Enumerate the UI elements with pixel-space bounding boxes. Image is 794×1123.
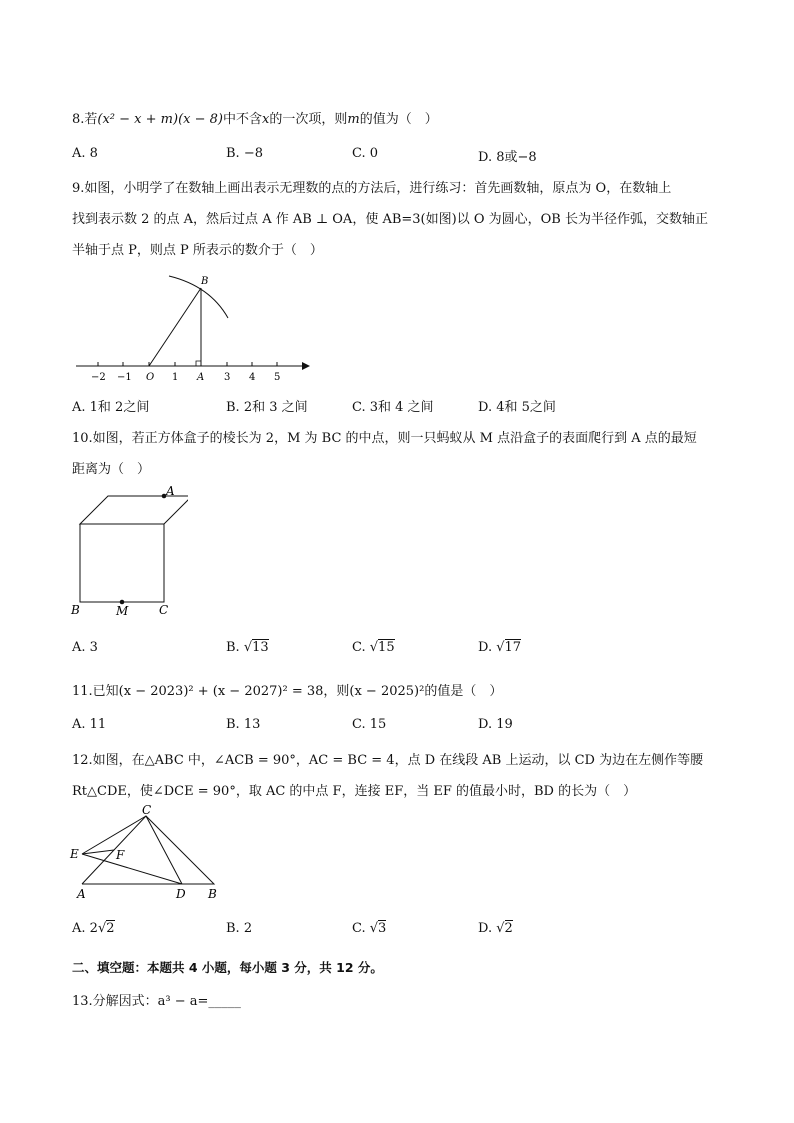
label-e: E: [70, 847, 79, 861]
q12-option-d: D. √2: [478, 921, 513, 936]
segment-ce: [82, 816, 146, 854]
number-line-figure: [70, 268, 320, 386]
q8-var-x: x: [262, 112, 270, 127]
q12-option-c: C. √3: [352, 921, 387, 936]
question-10-line-2: 距离为（ ）: [72, 462, 151, 477]
question-11-stem: 11.已知(x − 2023)² + (x − 2027)² = 38，则(x − 2025)²的值是（ ）: [72, 684, 503, 699]
tick-label-neg1: −1: [117, 372, 132, 383]
q8-option-c: C. 0: [352, 146, 379, 161]
q10-option-b: B. √13: [226, 640, 269, 655]
q9-option-a: A. 1和 2之间: [72, 400, 150, 415]
q8-suffix-b: 的一次项，则: [269, 112, 348, 127]
label-a: A: [166, 486, 175, 498]
q11-option-b: B. 13: [226, 717, 261, 732]
segment-cd: [146, 816, 182, 884]
cube-top-face: [80, 496, 188, 524]
tick-label-a: A: [197, 372, 205, 383]
q8-suffix-a: 中不含: [222, 112, 262, 127]
label-d: D: [176, 887, 186, 901]
question-8-stem: [72, 108, 438, 127]
segment-ob: [149, 288, 201, 366]
tick-label-3: 3: [224, 372, 231, 383]
q8-option-d: D. 8或−8: [478, 150, 537, 165]
right-angle-mark: [196, 361, 201, 366]
question-12-line-2: Rt△CDE，使∠DCE = 90°，取 AC 的中点 F，连接 EF，当 EF 的值最小时，BD 的长为（ ）: [72, 784, 637, 799]
q9-option-b: B. 2和 3 之间: [226, 400, 308, 415]
label-a: A: [77, 887, 86, 901]
triangle-figure: [68, 804, 228, 904]
question-12-line-1: 12.如图，在△ABC 中，∠ACB = 90°，AC = BC = 4，点 D 在线段 AB 上运动，以 CD 为边在左侧作等腰: [72, 753, 704, 768]
label-m: M: [116, 604, 129, 618]
tick-label-o: O: [146, 372, 155, 383]
arc-centered-o: [169, 276, 228, 318]
cube-front-face: [80, 524, 164, 602]
q12-option-a: A. 2√2: [72, 921, 115, 936]
label-c: C: [159, 603, 169, 617]
tick-label-1: 1: [172, 372, 179, 383]
axis-arrow-icon: [302, 362, 310, 370]
q10-option-d: D. √17: [478, 640, 522, 655]
question-9-line-2: 找到表示数 2 的点 A，然后过点 A 作 AB ⊥ OA，使 AB=3(如图)以 O 为圆心，OB 长为半径作弧，交数轴正: [72, 212, 708, 227]
label-b: B: [208, 887, 217, 901]
q9-option-c: C. 3和 4 之间: [352, 400, 434, 415]
q8-prefix: 8.若: [72, 112, 98, 127]
axis-ticks: [98, 362, 277, 366]
q11-option-c: C. 15: [352, 717, 387, 732]
label-b: B: [71, 603, 80, 617]
tick-label-5: 5: [274, 372, 281, 383]
q10-option-c: C. √15: [352, 640, 395, 655]
q8-var-m: m: [347, 112, 360, 127]
question-9-line-3: 半轴于点 P，则点 P 所表示的数介于（ ）: [72, 243, 323, 258]
label-f: F: [116, 848, 125, 862]
question-10-line-1: 10.如图，若正方体盒子的棱长为 2，M 为 BC 的中点，则一只蚂蚁从 M 点沿盒子的表面爬行到 A 点的最短: [72, 431, 697, 446]
tick-label-4: 4: [249, 372, 256, 383]
label-c: C: [142, 804, 152, 817]
q8-expr1: (x² − x + m): [97, 112, 179, 127]
label-b: B: [201, 276, 209, 287]
q8-expr2: (x − 8): [178, 112, 223, 127]
q11-option-d: D. 19: [478, 717, 513, 732]
q11-option-a: A. 11: [72, 717, 107, 732]
q8-option-a: A. 8: [72, 146, 98, 161]
section-2-heading: 二、填空题：本题共 4 小题，每小题 3 分，共 12 分。: [72, 960, 383, 975]
segment-ed: [82, 854, 182, 884]
question-13-stem: 13.分解因式：a³ − a=_____: [72, 994, 241, 1009]
q8-option-b: B. −8: [226, 146, 263, 161]
cube-figure: [68, 486, 188, 618]
q9-option-d: D. 4和 5之间: [478, 400, 556, 415]
q8-suffix-c: 的值为（ ）: [359, 112, 438, 127]
q10-option-a: A. 3: [72, 640, 98, 655]
q12-option-b: B. 2: [226, 921, 253, 936]
question-9-line-1: 9.如图，小明学了在数轴上画出表示无理数的点的方法后，进行练习：首先画数轴，原点为 O，在数轴上: [72, 181, 672, 196]
tick-label-neg2: −2: [91, 372, 106, 383]
